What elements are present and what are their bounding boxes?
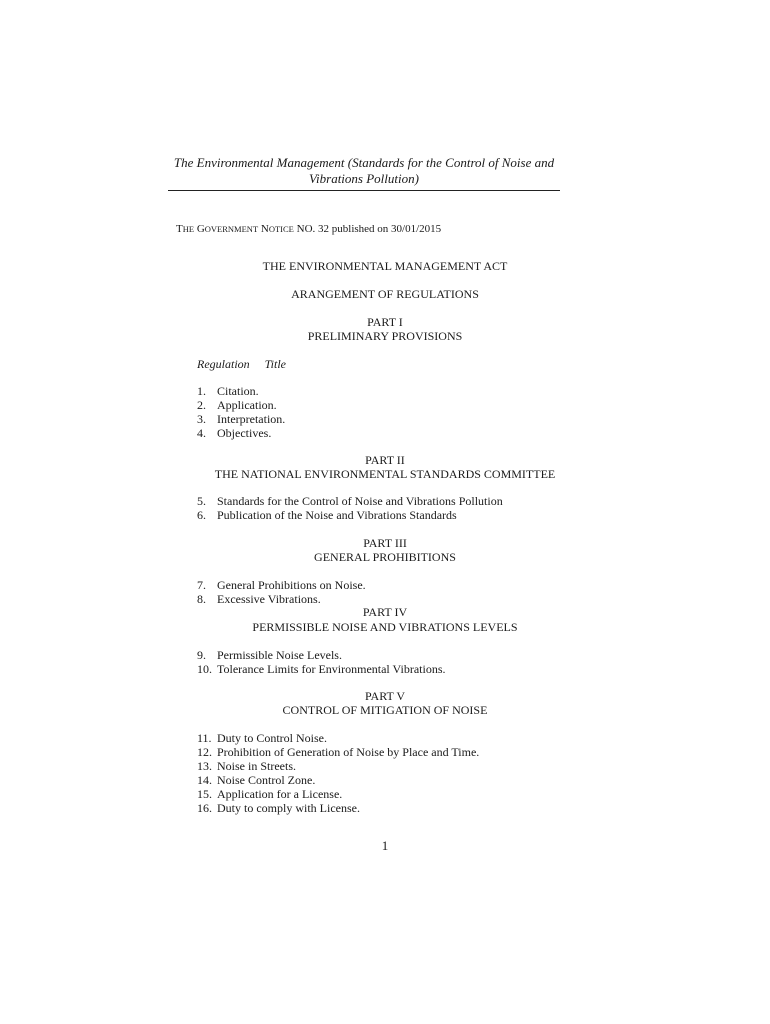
column-header-title: Title <box>264 357 287 371</box>
list-item <box>197 494 503 508</box>
list-item <box>197 648 446 662</box>
regulation-title: Permissible Noise Levels. <box>217 648 342 662</box>
document-title-line-2: Vibrations Pollution) <box>309 171 419 186</box>
regulation-number: 4. <box>197 426 206 440</box>
title-divider <box>168 190 560 191</box>
notice-initial-n: N <box>260 223 269 235</box>
regulation-title: Duty to Control Noise. <box>217 731 327 745</box>
list-item <box>197 801 479 815</box>
list-item <box>197 662 446 676</box>
document-title <box>168 155 560 187</box>
column-headers <box>197 357 286 371</box>
list-item <box>197 745 479 759</box>
regulation-number: 16. <box>197 801 212 815</box>
government-notice-line <box>176 222 441 236</box>
part-4-regulation-list <box>197 648 446 676</box>
list-item <box>197 731 479 745</box>
list-item <box>197 787 479 801</box>
notice-word-he: HE <box>182 224 195 234</box>
notice-word-overnment: OVERNMENT <box>204 224 259 234</box>
arrangement-heading: ARANGEMENT OF REGULATIONS <box>291 287 479 301</box>
notice-initial-g: G <box>196 223 205 235</box>
list-item <box>197 398 285 412</box>
regulation-title: Standards for the Control of Noise and Vibrations Pollution <box>217 494 503 508</box>
list-item <box>197 759 479 773</box>
part-4-label: PART IV <box>362 605 408 619</box>
regulation-number: 3. <box>197 412 206 426</box>
list-item <box>197 773 479 787</box>
list-item <box>197 508 503 522</box>
regulation-number: 15. <box>197 787 212 801</box>
regulation-number: 11. <box>197 731 212 745</box>
regulation-title: Duty to comply with License. <box>217 801 360 815</box>
column-header-regulation: Regulation <box>197 357 250 371</box>
regulation-title: Application for a License. <box>217 787 343 801</box>
part-5-regulation-list <box>197 731 479 815</box>
list-item <box>197 426 285 440</box>
regulation-number: 5. <box>197 494 206 508</box>
list-item <box>197 384 285 398</box>
part-3-heading: GENERAL PROHIBITIONS <box>314 550 456 564</box>
regulation-number: 1. <box>197 384 206 398</box>
part-3-label: PART III <box>363 536 407 550</box>
document-title-line-1: The Environmental Management (Standards for the Control of Noise and <box>173 155 555 170</box>
part-2-label: PART II <box>365 453 405 467</box>
list-item <box>197 412 285 426</box>
list-item <box>197 578 366 592</box>
regulation-number: 10. <box>197 662 212 676</box>
regulation-title: Citation. <box>217 384 259 398</box>
part-2-heading: THE NATIONAL ENVIRONMENTAL STANDARDS COMMITTEE <box>214 467 556 481</box>
regulation-number: 13. <box>197 759 212 773</box>
regulation-title: Interpretation. <box>217 412 286 426</box>
part-2-regulation-list <box>197 494 503 522</box>
regulation-number: 7. <box>197 578 206 592</box>
part-1-regulation-list <box>197 384 285 440</box>
regulation-title: Publication of the Noise and Vibrations Standards <box>217 508 457 522</box>
regulation-title: Noise in Streets. <box>217 759 296 773</box>
part-1-label: PART I <box>367 315 403 329</box>
part-1-heading: PRELIMINARY PROVISIONS <box>307 329 463 343</box>
notice-initial-t: T <box>176 223 183 235</box>
regulation-title: Objectives. <box>217 426 272 440</box>
regulation-title: Tolerance Limits for Environmental Vibrations. <box>217 662 446 676</box>
act-heading: THE ENVIRONMENTAL MANAGEMENT ACT <box>262 259 508 273</box>
part-3-regulation-list <box>197 578 366 606</box>
list-item <box>197 592 366 606</box>
page-number: 1 <box>381 838 389 853</box>
regulation-number: 8. <box>197 592 206 606</box>
regulation-number: 2. <box>197 398 206 412</box>
regulation-title: Application. <box>217 398 277 412</box>
regulation-number: 14. <box>197 773 212 787</box>
regulation-title: Noise Control Zone. <box>217 773 316 787</box>
regulation-number: 6. <box>197 508 206 522</box>
notice-details: NO. 32 published on 30/01/2015 <box>296 223 442 235</box>
regulation-title: Prohibition of Generation of Noise by Place and Time. <box>217 745 480 759</box>
regulation-title: General Prohibitions on Noise. <box>217 578 366 592</box>
notice-word-otice: OTICE <box>268 224 294 234</box>
part-4-heading: PERMISSIBLE NOISE AND VIBRATIONS LEVELS <box>252 620 518 634</box>
regulation-number: 12. <box>197 745 212 759</box>
part-5-label: PART V <box>364 689 406 703</box>
part-5-heading: CONTROL OF MITIGATION OF NOISE <box>282 703 488 717</box>
regulation-title: Excessive Vibrations. <box>217 592 321 606</box>
regulation-number: 9. <box>197 648 206 662</box>
